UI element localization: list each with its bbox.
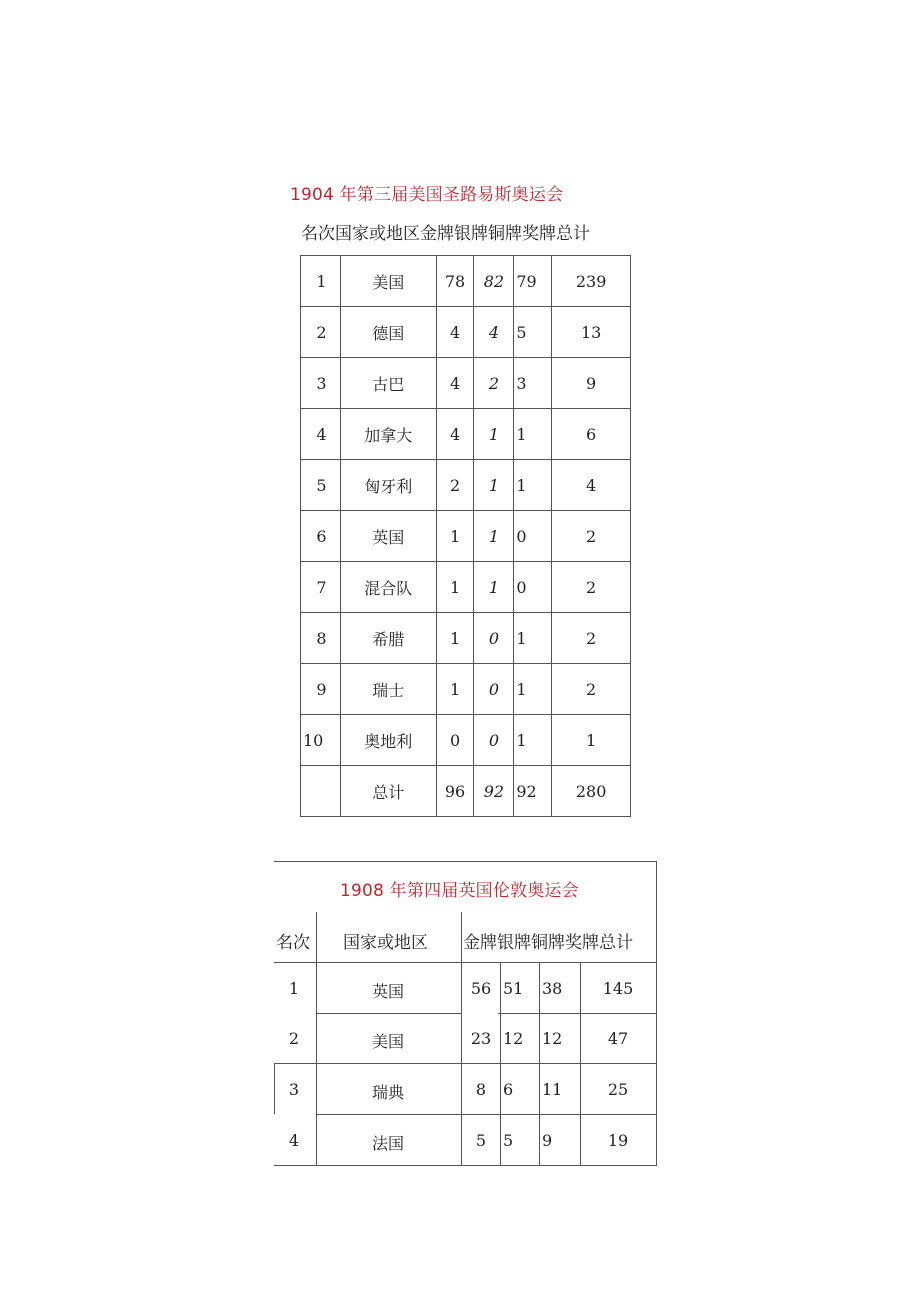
silver-cell: 1 xyxy=(474,511,514,562)
gold-cell: 1 xyxy=(436,562,474,613)
total-cell: 2 xyxy=(552,511,631,562)
total-cell: 145 xyxy=(602,979,634,998)
bronze-cell: 1 xyxy=(514,613,552,664)
rank-cell: 8 xyxy=(301,613,341,664)
bronze-cell: 92 xyxy=(514,766,552,817)
total-cell: 19 xyxy=(607,1131,629,1150)
country-cell: 古巴 xyxy=(340,358,436,409)
gold-cell: 5 xyxy=(475,1131,487,1150)
rank-cell: 5 xyxy=(301,460,341,511)
silver-cell: 2 xyxy=(474,358,514,409)
silver-cell: 5 xyxy=(503,1131,514,1150)
header-line-1904: 名次国家或地区金牌银牌铜牌奖牌总计 xyxy=(301,224,590,244)
gold-cell: 2 xyxy=(436,460,474,511)
country-cell: 法国 xyxy=(371,1134,404,1153)
silver-cell: 0 xyxy=(474,664,514,715)
gold-cell: 1 xyxy=(436,664,474,715)
bronze-cell: 1 xyxy=(514,664,552,715)
rank-cell: 3 xyxy=(288,1080,300,1099)
rank-cell: 2 xyxy=(301,307,341,358)
rank-cell: 3 xyxy=(301,358,341,409)
gold-cell: 0 xyxy=(436,715,474,766)
country-cell: 加拿大 xyxy=(340,409,436,460)
country-cell: 瑞典 xyxy=(371,1083,404,1102)
header-medals-1908: 金牌银牌铜牌奖牌总计 xyxy=(463,933,633,953)
bronze-cell: 1 xyxy=(514,715,552,766)
total-cell: 6 xyxy=(552,409,631,460)
title-1908: 1908 年第四届英国伦敦奥运会 xyxy=(340,881,579,901)
total-cell: 239 xyxy=(552,256,631,307)
silver-cell: 0 xyxy=(474,715,514,766)
bronze-cell: 38 xyxy=(542,979,563,998)
gold-cell: 1 xyxy=(436,613,474,664)
total-cell: 9 xyxy=(552,358,631,409)
silver-cell: 92 xyxy=(474,766,514,817)
country-cell: 美国 xyxy=(371,1032,404,1051)
country-cell: 英国 xyxy=(371,982,404,1001)
bronze-cell: 11 xyxy=(542,1080,563,1099)
gold-cell: 96 xyxy=(436,766,474,817)
silver-cell: 4 xyxy=(474,307,514,358)
country-cell: 混合队 xyxy=(340,562,436,613)
gold-cell: 4 xyxy=(436,307,474,358)
silver-cell: 82 xyxy=(474,256,514,307)
total-cell: 25 xyxy=(607,1080,629,1099)
silver-cell: 6 xyxy=(503,1080,514,1099)
bronze-cell: 3 xyxy=(514,358,552,409)
rank-cell: 6 xyxy=(301,511,341,562)
bronze-cell: 9 xyxy=(542,1131,553,1150)
gold-cell: 4 xyxy=(436,409,474,460)
country-cell: 总计 xyxy=(340,766,436,817)
bronze-cell: 1 xyxy=(514,409,552,460)
country-cell: 美国 xyxy=(340,256,436,307)
gold-cell: 78 xyxy=(436,256,474,307)
silver-cell: 51 xyxy=(503,979,524,998)
country-cell: 英国 xyxy=(340,511,436,562)
bronze-cell: 79 xyxy=(514,256,552,307)
total-cell: 2 xyxy=(552,664,631,715)
country-cell: 瑞士 xyxy=(340,664,436,715)
header-rank-1908: 名次 xyxy=(276,933,310,953)
gold-cell: 4 xyxy=(436,358,474,409)
total-cell: 280 xyxy=(552,766,631,817)
silver-cell: 0 xyxy=(474,613,514,664)
rank-cell: 2 xyxy=(288,1029,300,1048)
rank-cell: 1 xyxy=(301,256,341,307)
rank-cell: 4 xyxy=(288,1131,300,1150)
bronze-cell: 12 xyxy=(542,1029,563,1048)
total-cell: 47 xyxy=(607,1029,629,1048)
gold-cell: 23 xyxy=(470,1029,492,1048)
rank-cell: 1 xyxy=(288,979,300,998)
bronze-cell: 1 xyxy=(514,460,552,511)
rank-cell: 9 xyxy=(301,664,341,715)
gold-cell: 1 xyxy=(436,511,474,562)
silver-cell: 12 xyxy=(503,1029,524,1048)
title-1904: 1904 年第三届美国圣路易斯奥运会 xyxy=(290,185,564,205)
country-cell: 德国 xyxy=(340,307,436,358)
rank-cell: 4 xyxy=(301,409,341,460)
silver-cell: 1 xyxy=(474,409,514,460)
bronze-cell: 5 xyxy=(514,307,552,358)
bronze-cell: 0 xyxy=(514,562,552,613)
silver-cell: 1 xyxy=(474,460,514,511)
header-country-1908: 国家或地区 xyxy=(343,933,428,953)
country-cell: 匈牙利 xyxy=(340,460,436,511)
rank-cell: 10 xyxy=(301,715,341,766)
gold-cell: 56 xyxy=(470,979,492,998)
bronze-cell: 0 xyxy=(514,511,552,562)
total-cell: 13 xyxy=(552,307,631,358)
total-cell: 4 xyxy=(552,460,631,511)
country-cell: 希腊 xyxy=(340,613,436,664)
gold-cell: 8 xyxy=(475,1080,487,1099)
total-cell: 2 xyxy=(552,562,631,613)
total-cell: 2 xyxy=(552,613,631,664)
total-cell: 1 xyxy=(552,715,631,766)
rank-cell: 7 xyxy=(301,562,341,613)
country-cell: 奥地利 xyxy=(340,715,436,766)
silver-cell: 1 xyxy=(474,562,514,613)
